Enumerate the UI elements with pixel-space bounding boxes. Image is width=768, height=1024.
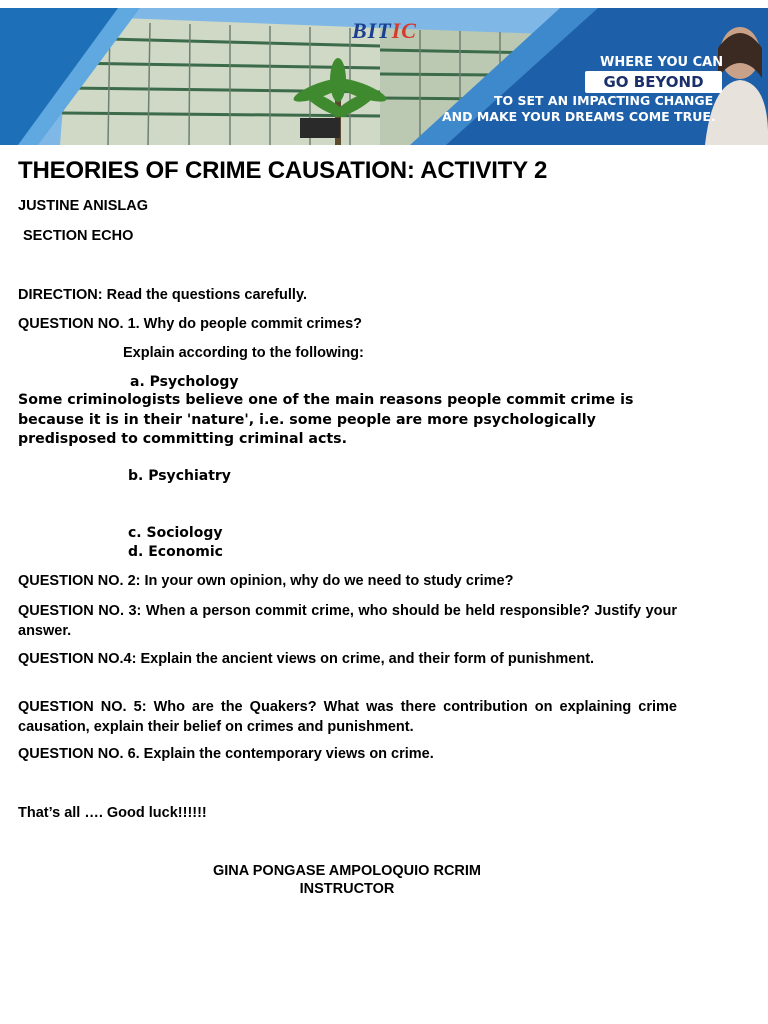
- question-1: QUESTION NO. 1. Why do people commit crimes?: [18, 316, 363, 332]
- logo-accent: IC: [391, 18, 417, 43]
- question-4: QUESTION NO.4: Explain the ancient views on crime, and their form of punishment.: [18, 651, 595, 667]
- slogan-line-3: TO SET AN IMPACTING CHANGE: [494, 93, 714, 108]
- instructor-title: INSTRUCTOR: [299, 881, 395, 897]
- header-banner: [0, 8, 768, 145]
- instructor-name: GINA PONGASE AMPOLOQUIO RCRIM: [213, 863, 481, 879]
- slogan-line-1: WHERE YOU CAN: [600, 55, 724, 70]
- item-d-economic: d. Economic: [128, 544, 223, 560]
- question-2: QUESTION NO. 2: In your own opinion, why do we need to study crime?: [18, 573, 514, 589]
- answer-psychology: Some criminologists believe one of the main reasons people commit crime is because it is in their 'nature', i.e. some people are more psychologically predisposed to committing criminal acts.: [18, 392, 634, 447]
- student-name: JUSTINE ANISLAG: [18, 198, 148, 214]
- closing-remark: That’s all …. Good luck!!!!!!: [18, 805, 207, 821]
- slogan-highlight: GO BEYOND: [585, 71, 722, 93]
- item-c-sociology: c. Sociology: [128, 525, 223, 541]
- item-a-psychology: a. Psychology: [130, 374, 239, 390]
- direction: DIRECTION: Read the questions carefully.: [18, 287, 307, 303]
- question-3: QUESTION NO. 3: When a person commit crime, who should be held responsible? Justify your answer.: [18, 603, 677, 639]
- question-5: QUESTION NO. 5: Who are the Quakers? What was there contribution on explaining crime causation, explain their belief on crimes and punishment.: [18, 699, 677, 735]
- question-1-subtext: Explain according to the following:: [123, 345, 364, 361]
- document-title: THEORIES OF CRIME CAUSATION: ACTIVITY 2: [18, 157, 548, 184]
- slogan-line-4: AND MAKE YOUR DREAMS COME TRUE.: [442, 109, 716, 124]
- student-section: SECTION ECHO: [23, 228, 134, 244]
- school-logo: [352, 18, 417, 44]
- logo-main: BIT: [352, 18, 392, 43]
- item-b-psychiatry: b. Psychiatry: [128, 468, 231, 484]
- question-6: QUESTION NO. 6. Explain the contemporary views on crime.: [18, 746, 434, 762]
